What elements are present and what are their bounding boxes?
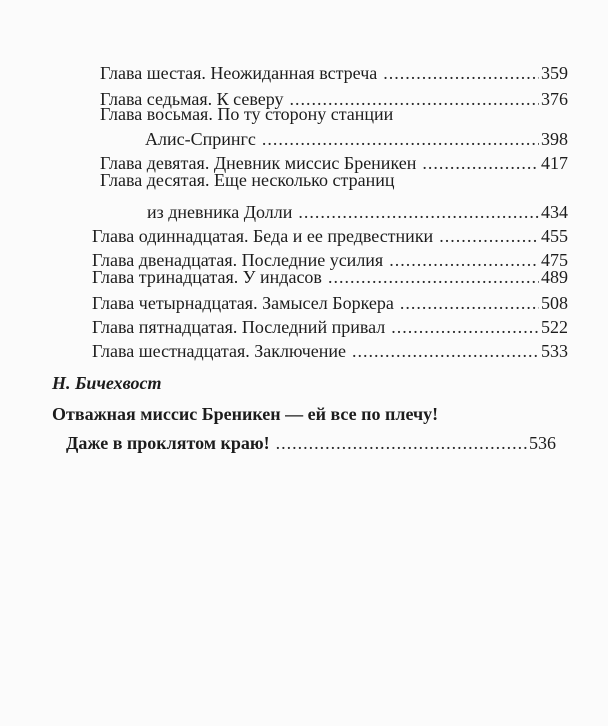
toc-entry: [92, 292, 568, 314]
toc-entry: [92, 225, 568, 247]
toc-entry-title: Глава десятая. Еще несколько страниц: [100, 170, 395, 190]
toc-entry-page: 376: [541, 89, 568, 109]
toc-entry-title: Глава одиннадцатая. Беда и ее предвестники: [92, 226, 434, 246]
toc-entry-title: Глава четырнадцатая. Замысел Боркера: [92, 293, 394, 313]
toc-entry-title: из дневника Долли: [147, 202, 293, 222]
leader-dots: [391, 316, 539, 338]
toc-entry-page: 475: [541, 250, 568, 270]
toc-entry-title: Глава седьмая. К северу: [100, 89, 284, 109]
toc-entry: [66, 432, 556, 454]
toc-entry: [92, 316, 568, 338]
toc-entry-page: 359: [541, 63, 568, 83]
toc-entry-title: Глава девятая. Дневник миссис Бреникен: [100, 153, 417, 173]
toc-entry-title: Глава шестнадцатая. Заключение: [92, 341, 347, 361]
leader-dots: [400, 292, 539, 314]
toc-entry-page: 455: [541, 226, 568, 246]
appendix-page: 536: [529, 433, 556, 453]
toc-entry-title: Глава тринадцатая. У индасов: [92, 267, 322, 287]
toc-entry-page: 522: [541, 317, 568, 337]
toc-entry-title: Глава двенадцатая. Последние усилия: [92, 250, 384, 270]
toc-entry-page: 533: [541, 341, 568, 361]
toc-entry: [92, 340, 568, 362]
toc-entry: [92, 266, 568, 288]
leader-dots: [352, 340, 539, 362]
appendix-author: Н. Бичехвост: [52, 373, 162, 393]
toc-entry-page: 398: [541, 129, 568, 149]
appendix-title-continued: Даже в проклятом краю!: [66, 433, 270, 453]
toc-entry: [147, 201, 568, 223]
toc-entry-title: Глава шестая. Неожиданная встреча: [100, 63, 378, 83]
toc-entry-page: 434: [541, 202, 568, 222]
toc-entry-page: 508: [541, 293, 568, 313]
toc-entry: [145, 128, 568, 150]
leader-dots: [262, 128, 539, 150]
toc-entry-title: Глава восьмая. По ту сторону станции: [100, 104, 394, 124]
toc-entry-title: Алис-Спрингс: [145, 129, 256, 149]
toc-entry-page: 417: [541, 153, 568, 173]
toc-entry-page: 489: [541, 267, 568, 287]
appendix-title: Отважная миссис Бреникен — ей все по плечу!: [52, 404, 439, 424]
toc-entry-title: Глава пятнадцатая. Последний привал: [92, 317, 386, 337]
toc-entry: [100, 62, 568, 84]
leader-dots: [383, 62, 539, 84]
leader-dots: [439, 225, 539, 247]
leader-dots: [298, 201, 539, 223]
leader-dots: [276, 432, 527, 454]
leader-dots: [328, 266, 539, 288]
leader-dots: [422, 152, 539, 174]
